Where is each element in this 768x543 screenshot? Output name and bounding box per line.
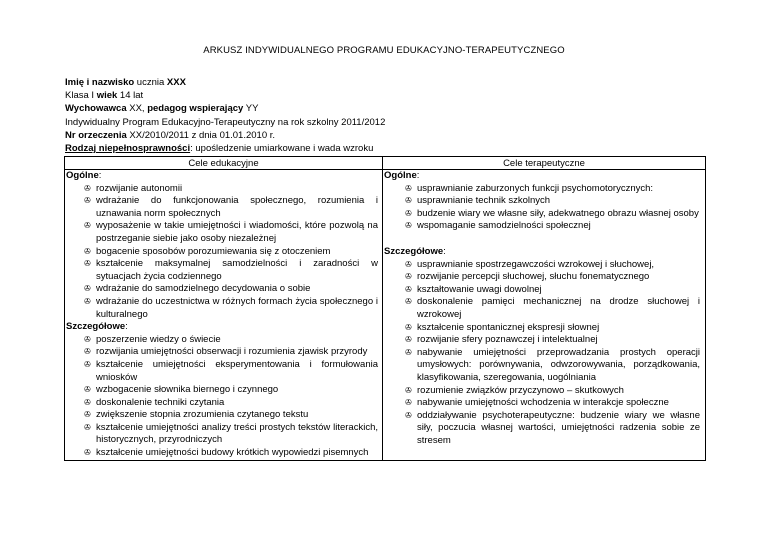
educational-detailed-list-item	[66, 384, 381, 397]
therapeutic-detailed-list-item	[384, 334, 704, 347]
bullet-icon: ✇	[84, 448, 91, 458]
disability-value: : upośledzenie umiarkowane i wada wzroku	[190, 143, 374, 155]
educational-general-list-item	[66, 296, 381, 321]
bullet-icon: ✇	[84, 284, 91, 294]
class-prefix: Klasa I	[65, 90, 97, 102]
educational-general-heading: Ogólne:	[66, 170, 102, 181]
bullet-icon: ✇	[405, 272, 412, 282]
therapeutic-detailed-heading: Szczegółowe:	[384, 245, 446, 257]
pedagogue-label: pedagog wspierający	[147, 103, 244, 115]
bullet-icon: ✇	[405, 335, 412, 345]
student-name-value: XXX	[166, 77, 186, 88]
bullet-icon: ✇	[84, 296, 91, 306]
pedagogue-value: YY	[243, 103, 259, 115]
bullet-icon: ✇	[84, 183, 91, 193]
student-info	[65, 76, 705, 155]
bullet-icon: ✇	[84, 410, 91, 420]
educational-detailed-item-text: kształcenie umiejętności analizy treści prostych tekstów literackich, historycznych, przyrodniczych	[96, 421, 378, 446]
therapeutic-detailed-item-text: rozumienie związków przyczynowo – skutkowych	[417, 384, 624, 396]
bullet-icon: ✇	[405, 322, 412, 332]
bullet-icon: ✇	[405, 221, 412, 231]
bullet-icon: ✇	[405, 297, 412, 307]
ruling-label: Nr orzeczenia	[65, 129, 127, 141]
therapeutic-detailed-list-item	[384, 410, 704, 448]
educational-detailed-list	[66, 334, 381, 460]
educational-general-list	[66, 183, 381, 322]
age-label: wiek	[96, 90, 118, 102]
educational-detailed-list-item	[66, 409, 381, 422]
therapeutic-detailed-list-item	[384, 284, 704, 297]
therapeutic-detailed-item-text: kształtowanie uwagi dowolnej	[417, 283, 542, 295]
educational-detailed-item-text: doskonalenie techniki czytania	[96, 396, 225, 408]
bullet-icon: ✇	[405, 208, 412, 218]
bullet-icon: ✇	[405, 398, 412, 408]
educational-general-item-text: kształcenie maksymalnej samodzielności i zaradności w sytuacjach życia codziennego	[96, 258, 378, 282]
student-name-line	[65, 76, 705, 89]
bullet-icon: ✇	[84, 397, 91, 407]
educational-detailed-item-text: zwiększenie stopnia zrozumienia czytanego tekstu	[96, 409, 309, 421]
therapeutic-general-item-text: budzenie wiary we własne siły, adekwatnego obrazu własnej osoby	[417, 207, 699, 219]
educational-general-item-text: wdrażanie do uczestnictwa w różnych formach życia społecznego i kulturalnego	[96, 295, 378, 320]
therapeutic-general-list-item	[384, 195, 704, 208]
educational-detailed-item-text: rozwijania umiejętności obserwacji i rozumienia zjawisk przyrody	[96, 346, 368, 358]
bullet-icon: ✇	[84, 359, 91, 369]
bullet-icon: ✇	[405, 410, 412, 420]
bullet-icon: ✇	[405, 385, 412, 395]
educational-detailed-list-item	[66, 346, 381, 359]
therapeutic-goals-header: Cele terapeutyczne	[383, 157, 706, 170]
bullet-icon: ✇	[405, 259, 412, 269]
teacher-label: Wychowawca	[65, 103, 127, 115]
educational-detailed-item-text: kształcenie umiejętności budowy krótkich wypowiedzi pisemnych	[96, 447, 369, 459]
disability-label: Rodzaj niepełnosprawności	[65, 143, 191, 155]
therapeutic-goals-cell	[383, 170, 706, 461]
bullet-icon: ✇	[405, 284, 412, 294]
bullet-icon: ✇	[84, 422, 91, 432]
document-title: ARKUSZ INDYWIDUALNEGO PROGRAMU EDUKACYJNO-TERAPEUTYCZNEGO	[203, 45, 565, 56]
bullet-icon: ✇	[405, 347, 412, 357]
therapeutic-detailed-item-text: usprawnianie spostrzegawczości wzrokowej i słuchowej,	[417, 258, 655, 270]
educational-general-list-item	[66, 246, 381, 259]
educational-detailed-item-text: wzbogacenie słownika biernego i czynnego	[96, 384, 279, 396]
therapeutic-detailed-item-text: rozwijanie percepcji słuchowej, słuchu fonematycznego	[417, 271, 650, 283]
therapeutic-general-list-item	[384, 220, 704, 233]
therapeutic-detailed-item-text: rozwijanie sfery poznawczej i intelektualnej	[417, 334, 598, 346]
goals-table-header-row	[65, 157, 706, 170]
student-name-label-rest: ucznia	[134, 77, 167, 88]
therapeutic-detailed-list-item	[384, 397, 704, 410]
therapeutic-detailed-item-text: doskonalenie pamięci mechanicznej na drodze słuchowej i wzrokowej	[417, 296, 700, 320]
ruling-value: XX/2010/2011 z dnia 01.01.2010 r.	[126, 129, 276, 141]
educational-general-list-item	[66, 220, 381, 245]
educational-general-list-item	[66, 195, 381, 220]
bullet-icon: ✇	[84, 347, 91, 357]
therapeutic-general-heading: Ogólne:	[384, 170, 420, 181]
student-name-label: Imię i nazwisko	[65, 77, 135, 88]
age-value: 14 lat	[117, 90, 144, 102]
teacher-line	[65, 102, 705, 115]
educational-goals-header: Cele edukacyjne	[65, 157, 383, 170]
therapeutic-general-item-text: wspomaganie samodzielności społecznej	[417, 220, 591, 232]
educational-detailed-list-item	[66, 397, 381, 410]
bullet-icon: ✇	[84, 246, 91, 256]
bullet-icon: ✇	[84, 221, 91, 231]
program-line: Indywidualny Program Edukacyjno-Terapeutyczny na rok szkolny 2011/2012	[65, 116, 386, 128]
educational-general-item-text: rozwijanie autonomii	[96, 182, 183, 194]
bullet-icon: ✇	[84, 259, 91, 269]
educational-detailed-list-item	[66, 359, 381, 384]
bullet-icon: ✇	[405, 183, 412, 193]
bullet-icon: ✇	[405, 196, 412, 206]
therapeutic-general-list	[384, 183, 704, 233]
teacher-value: XX,	[126, 103, 148, 115]
educational-general-item-text: bogacenie sposobów porozumiewania się z otoczeniem	[96, 245, 331, 257]
therapeutic-general-list-item	[384, 183, 704, 196]
therapeutic-detailed-item-text: nabywanie umiejętności wchodzenia w interakcje społeczne	[417, 397, 669, 409]
therapeutic-general-list-item	[384, 208, 704, 221]
therapeutic-general-item-text: usprawnianie technik szkolnych	[417, 195, 551, 207]
educational-detailed-list-item	[66, 447, 381, 460]
therapeutic-detailed-list-item	[384, 385, 704, 398]
educational-general-item-text: wdrażanie do funkcjonowania społecznego, rozumienia i uznawania norm społecznych	[96, 195, 378, 219]
therapeutic-detailed-item-text: kształcenie spontanicznej ekspresji słownej	[417, 321, 600, 333]
therapeutic-detailed-list-item	[384, 322, 704, 335]
therapeutic-detailed-item-text: nabywanie umiejętności przeprowadzania prostych operacji umysłowych: porównywania, odwzorowywania, porządkowania, klasyfikowania, szeregowania, uogólniania	[417, 346, 700, 383]
educational-goals-cell	[65, 170, 383, 461]
educational-detailed-list-item	[66, 334, 381, 347]
therapeutic-detailed-list	[384, 259, 704, 448]
educational-general-list-item	[66, 283, 381, 296]
therapeutic-detailed-list-item	[384, 259, 704, 272]
educational-general-list-item	[66, 258, 381, 283]
disability-line	[65, 142, 705, 155]
goals-table	[64, 156, 706, 461]
therapeutic-detailed-list-item	[384, 271, 704, 284]
educational-general-item-text: wyposażenie w takie umiejętności i wiadomości, które pozwolą na postrzeganie siebie jako osoby niezależnej	[96, 220, 378, 244]
educational-detailed-item-text: kształcenie umiejętności eksperymentowania i formułowania wniosków	[96, 358, 378, 383]
ruling-line	[65, 129, 705, 142]
educational-general-list-item	[66, 183, 381, 196]
bullet-icon: ✇	[84, 385, 91, 395]
class-line	[65, 89, 705, 102]
therapeutic-detailed-list-item	[384, 347, 704, 385]
bullet-icon: ✇	[84, 334, 91, 344]
educational-general-item-text: wdrażanie do samodzielnego decydowania o sobie	[96, 283, 311, 295]
educational-detailed-heading: Szczegółowe:	[66, 321, 128, 333]
therapeutic-detailed-item-text: oddziaływanie psychoterapeutyczne: budzenie wiary we własne siły, poczucia własnej wartości, umiejętności radzenia sobie ze stresem	[417, 409, 700, 446]
goals-table-body-row	[65, 170, 706, 461]
educational-detailed-list-item	[66, 422, 381, 447]
therapeutic-detailed-list-item	[384, 296, 704, 321]
therapeutic-general-item-text: usprawnianie zaburzonych funkcji psychomotorycznych:	[417, 182, 654, 194]
bullet-icon: ✇	[84, 196, 91, 206]
educational-detailed-item-text: poszerzenie wiedzy o świecie	[96, 333, 221, 345]
